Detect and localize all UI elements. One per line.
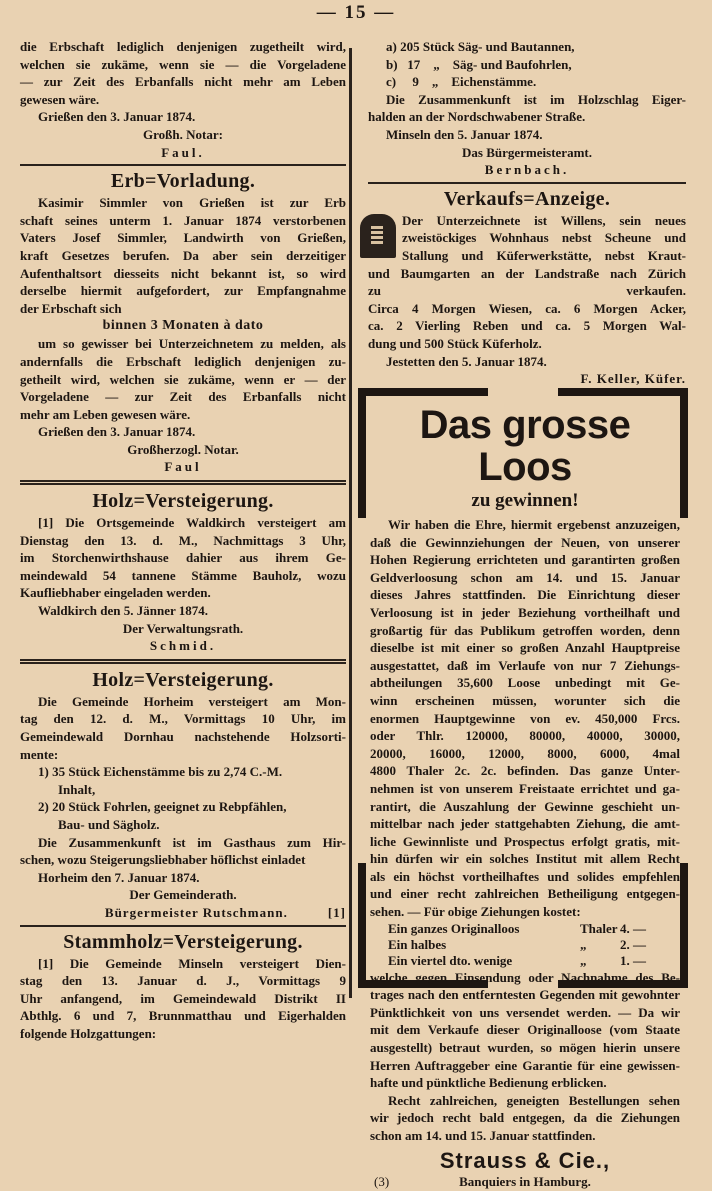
right-column — [368, 38, 686, 388]
text-line: und Baumgarten an der Landstraße nach Zürich — [368, 265, 686, 281]
text-line: wir jedoch recht bald entgegen, da die Ziehungen — [370, 1110, 680, 1126]
text-line: Kasimir Simmler von Grießen ist zur Erb — [38, 195, 346, 211]
text-line: halden an der Nordschwabener Straße. — [368, 109, 586, 125]
signer-name: F. Keller, Küfer. — [580, 371, 686, 387]
text-line: hafte und pünktliche Bedienung erblicken. — [370, 1075, 607, 1091]
notice-office: Der Verwaltungsrath. — [122, 620, 244, 636]
lottery-ad-content — [370, 404, 680, 1191]
lottery-advertisement — [358, 388, 688, 1189]
notice-office: Großherzogl. Notar. — [127, 441, 239, 457]
ad-body — [370, 516, 680, 921]
text-line: Gemeindewald Dornhau nachstehende Holzsorti- — [20, 729, 346, 744]
frame-top-left — [358, 388, 488, 396]
frame-left-bottom — [358, 863, 366, 988]
text-line: Pünktlichkeit von uns versendet werden. — Da wir — [370, 1004, 680, 1020]
text-line: nehmen ist von unserem Freistaate errichtet und ga- — [370, 780, 680, 796]
text-line: mente: — [20, 746, 59, 762]
firm-name: Strauss & Cie., — [439, 1147, 611, 1173]
signer-name: Schmid. — [149, 638, 217, 654]
text-line: zweistöckiges Wohnhaus nebst Scheune und — [402, 230, 686, 246]
text-line: schen, wozu Steigerungsliebhaber höflichst einladet — [20, 852, 306, 868]
text-line: Die Zusammenkunft ist im Gasthaus zum Hir- — [38, 834, 346, 850]
text-line: 20000, 16000, 12000, 8000, 6000, 4mal — [370, 745, 680, 761]
notice-block — [368, 182, 686, 388]
text-line: mit dem Verkaufe dieser Originalloose (vom Staate — [370, 1022, 680, 1038]
divider — [368, 182, 686, 184]
text-line: enormen Hauptgewinne von ev. 450,000 Frcs. — [370, 710, 680, 726]
text-line: Der Unterzeichnete ist Willens, sein neues — [402, 212, 686, 228]
list-item: c) 9 „ Eichenstämme. — [386, 74, 537, 90]
price-label: Ein viertel dto. wenige — [388, 952, 513, 968]
frame-top-right — [558, 388, 688, 396]
notice-block — [20, 164, 346, 476]
notice-date: Grießen den 3. Januar 1874. — [38, 424, 196, 440]
price-label: Ein ganzes Originalloos — [388, 920, 520, 936]
ad-subtitle: zu gewinnen! — [471, 490, 579, 511]
text-line: Verloosung ist in jeder Beziehung vortheilhaft und — [370, 604, 680, 620]
notice-office: Der Gemeinderath. — [129, 887, 237, 903]
text-line: Stallung und Küferwerkstätte, nebst Kraut- — [402, 247, 686, 263]
text-line: 4800 Thaler 2c. 2c. befinden. Das ganze Unter- — [370, 763, 680, 779]
ad-body-continued — [370, 969, 680, 1145]
notice-heading: Holz=Versteigerung. — [92, 490, 274, 513]
text-line: Abthlg. 6 und 7, Brunnmatthau und Eigerhalden — [20, 1008, 346, 1024]
text-line: um so gewisser bei Unterzeichnetem zu melden, als — [38, 336, 346, 352]
price-value: 4. — — [620, 920, 646, 936]
signer-name: Bürgermeister Rutschmann. — [104, 904, 288, 920]
list-item: Bau- und Sägholz. — [58, 816, 160, 832]
text-line: die Erbschaft lediglich denjenigen zugetheilt wird, — [20, 39, 346, 54]
text-line: meindewald 54 tannene Stämme Bauholz, wozu — [20, 567, 346, 583]
text-line: daß die Gewinnziehungen der Neuen, von unserer — [370, 534, 680, 550]
list-item: Inhalt, — [58, 781, 96, 797]
ad-reference: (3) — [374, 1173, 390, 1189]
list-item: 2) 20 Stück Fohrlen, geeignet zu Rebpfählen, — [38, 799, 287, 815]
notice-date: Jestetten den 5. Januar 1874. — [386, 353, 547, 369]
notice-date: Horheim den 7. Januar 1874. — [38, 869, 200, 885]
notice-block — [368, 38, 686, 179]
notice-signer — [20, 458, 346, 476]
text-line: als ein höchst vortheilhaftes und solides empfehlen — [370, 868, 680, 884]
text-line: Dienstag den 13. d. M., Nachmittags 3 Uhr, — [20, 532, 346, 548]
text-line: liche Gewinnliste und Prospectus erfolgt gratis, mit- — [370, 833, 680, 849]
text-line: trages nach den entferntesten Gegenden mit gewohnter — [370, 987, 680, 1003]
text-line: kraft Gesetzes berufen. Da aber sein derzeitiger — [20, 247, 346, 263]
list-item: 1) 35 Stück Eichenstämme bis zu 2,74 C.-M. — [38, 764, 283, 780]
frame-right-bottom — [680, 863, 688, 988]
text-line: Die Zusammenkunft ist im Holzschlag Eiger- — [386, 91, 686, 107]
text-line: [1] Die Ortsgemeinde Waldkirch versteigert am — [38, 515, 346, 531]
price-value: 2. — — [620, 936, 646, 952]
text-line: [1] Die Gemeinde Minseln versteigert Dien- — [38, 955, 346, 971]
text-line: schon am 14. und 15. Januar stattfinden. — [370, 1128, 596, 1143]
text-line: ausgestellt) betraut wurden, so mögen hierin unsere — [370, 1040, 680, 1056]
notice-office: Großh. Notar: — [143, 126, 223, 142]
notice-date: Waldkirch den 5. Jänner 1874. — [38, 603, 208, 619]
text-line: sehen. — Für obige Ziehungen kostet: — [370, 904, 581, 920]
page-number: — 15 — — [316, 2, 396, 23]
price-row — [370, 937, 680, 953]
text-line: Geldverloosung schon am 14. und 15. Januar — [370, 569, 680, 585]
firm-subtitle — [370, 1173, 680, 1191]
text-line: oder Thlr. 120000, 80000, 40000, 30000, — [370, 728, 680, 744]
text-line: mittelbar nach jeder stattgehabten Ziehung, die amt- — [370, 816, 680, 832]
notice-block — [20, 38, 346, 161]
text-line: Circa 4 Morgen Wiesen, ca. 6 Morgen Acker, — [368, 300, 686, 316]
deadline-text: binnen 3 Monaten à dato — [102, 318, 264, 334]
price-unit: Thaler — [580, 920, 618, 936]
left-column — [20, 38, 346, 1043]
text-line: Aufenthaltsort diesseits nicht bekannt ist, so wird — [20, 265, 346, 281]
price-unit: „ — [580, 952, 587, 968]
text-line: gewesen wäre. — [20, 91, 100, 107]
signer-name: Faul — [164, 459, 202, 475]
notice-date: Minseln den 5. Januar 1874. — [386, 126, 543, 142]
text-line: Recht zahlreichen, geneigten Bestellungen sehen — [388, 1092, 680, 1108]
text-line: dieses Jahres stattfinden. Die Einrichtung dieser — [370, 587, 680, 603]
text-line: andernfalls die Erbschaft lediglich denjenigen zu- — [20, 353, 346, 369]
text-line: — zur Zeit des Erbanfalls nicht mehr am Leben — [20, 74, 346, 90]
text-line: ausgestattet, daß im Verlaufe von nur 7 Ziehungs- — [370, 657, 680, 673]
firm-location: Banquiers in Hamburg. — [459, 1173, 591, 1189]
notice-block — [20, 925, 346, 1043]
notice-office: Das Bürgermeisteramt. — [462, 144, 592, 160]
text-line: abtheilungen 35,600 Loose unbedingt mit Ge- — [370, 675, 680, 691]
divider — [20, 659, 346, 661]
divider — [20, 480, 346, 482]
text-line: im Storchenwirthshause dahier aus ihrem Ge- — [20, 550, 346, 566]
notice-heading: Holz=Versteigerung. — [92, 668, 274, 691]
frame-right-top — [680, 388, 688, 518]
text-line: stag den 13. Januar d. J., Vormittags 9 — [20, 973, 346, 989]
signer-name: Bernbach. — [484, 162, 570, 178]
text-line: welchen sie zukäme, wenn sie — die Vorgeladene — [20, 56, 346, 72]
notice-block — [20, 480, 346, 655]
text-line: Vorgeladene — zur Zeit des Erbanfalls nicht — [20, 389, 346, 405]
text-line: und einer recht zahlreichen Betheiligung entgegen- — [370, 886, 680, 902]
text-line: Uhr anfangend, im Gemeindewald Distrikt II — [20, 990, 346, 1006]
price-label: Ein halbes — [388, 936, 447, 952]
text-line: Hohen Regierung errichteten und garantirten großen — [370, 552, 680, 568]
ad-title: Das grosse Loos — [419, 403, 631, 489]
notice-signer — [20, 637, 346, 655]
text-line: hin dürfen wir ein solches Institut mit allem Recht — [370, 851, 680, 867]
list-item: b) 17 „ Säg- und Baufohrlen, — [386, 56, 572, 72]
notice-signer — [368, 161, 686, 179]
text-line: Kaufliebhaber eingeladen werden. — [20, 585, 211, 601]
text-line: dung und 500 Stück Küferholz. — [368, 335, 542, 351]
text-line: großartig für das Publikum getroffen worden, denn — [370, 622, 680, 638]
text-line: getheilt wird, welchen sie zukäme, wenn er — der — [20, 371, 346, 387]
notice-signer — [20, 144, 346, 162]
notice-heading: Erb=Vorladung. — [110, 170, 256, 193]
price-row — [370, 921, 680, 937]
text-line: derselbe hiermit aufgefordert, zur Empfangnahme — [20, 283, 346, 299]
divider — [20, 925, 346, 927]
price-value: 1. — — [620, 952, 646, 968]
notice-heading: Stammholz=Versteigerung. — [63, 930, 303, 953]
notice-block — [20, 659, 346, 922]
text-line: ca. 2 Vierling Reben und ca. 5 Morgen Wal- — [368, 318, 686, 334]
notice-date: Grießen den 3. Januar 1874. — [38, 109, 196, 125]
list-item: a) 205 Stück Säg- und Bautannen, — [386, 39, 575, 54]
frame-left-top — [358, 388, 366, 518]
text-line: Herren Auftraggeber eine Garantie für eine gewissen- — [370, 1057, 680, 1073]
house-icon — [360, 214, 396, 258]
text-line: dieselbe ist mit einer so großen Anzahl Hauptpreise — [370, 640, 680, 656]
notice-reference: [1] — [327, 904, 346, 920]
price-list — [370, 921, 680, 969]
text-line: schaft seines unterm 1. Januar 1874 verstorbenen — [20, 212, 346, 228]
text-line: Die Gemeinde Horheim versteigert am Mon- — [38, 693, 346, 709]
text-line: folgende Holzgattungen: — [20, 1025, 157, 1041]
text-line: zu verkaufen. — [368, 283, 686, 299]
text-line: welche gegen Einsendung oder Nachnahme des Be- — [370, 969, 680, 985]
price-unit: „ — [580, 936, 587, 952]
notice-signer — [20, 904, 346, 922]
text-line: Vaters Josef Simmler, Landwirth von Grießen, — [20, 230, 346, 246]
text-line: rantirt, die Auszahlung der Gewinne geschieht un- — [370, 798, 680, 814]
text-line: Wir haben die Ehre, hiermit ergebenst anzuzeigen, — [388, 517, 680, 532]
text-line: winn erscheinen müssen, worunter sich die — [370, 692, 680, 708]
signer-name: Faul. — [161, 144, 205, 160]
text-line: mehr am Leben gewesen wäre. — [20, 406, 191, 422]
text-line: der Erbschaft sich — [20, 300, 122, 316]
text-line: tag den 12. d. M., Vormittags 10 Uhr, im — [20, 711, 346, 727]
notice-signer — [368, 370, 686, 388]
column-divider — [349, 48, 352, 998]
price-row — [370, 953, 680, 969]
divider — [20, 164, 346, 166]
notice-heading: Verkaufs=Anzeige. — [443, 187, 611, 210]
